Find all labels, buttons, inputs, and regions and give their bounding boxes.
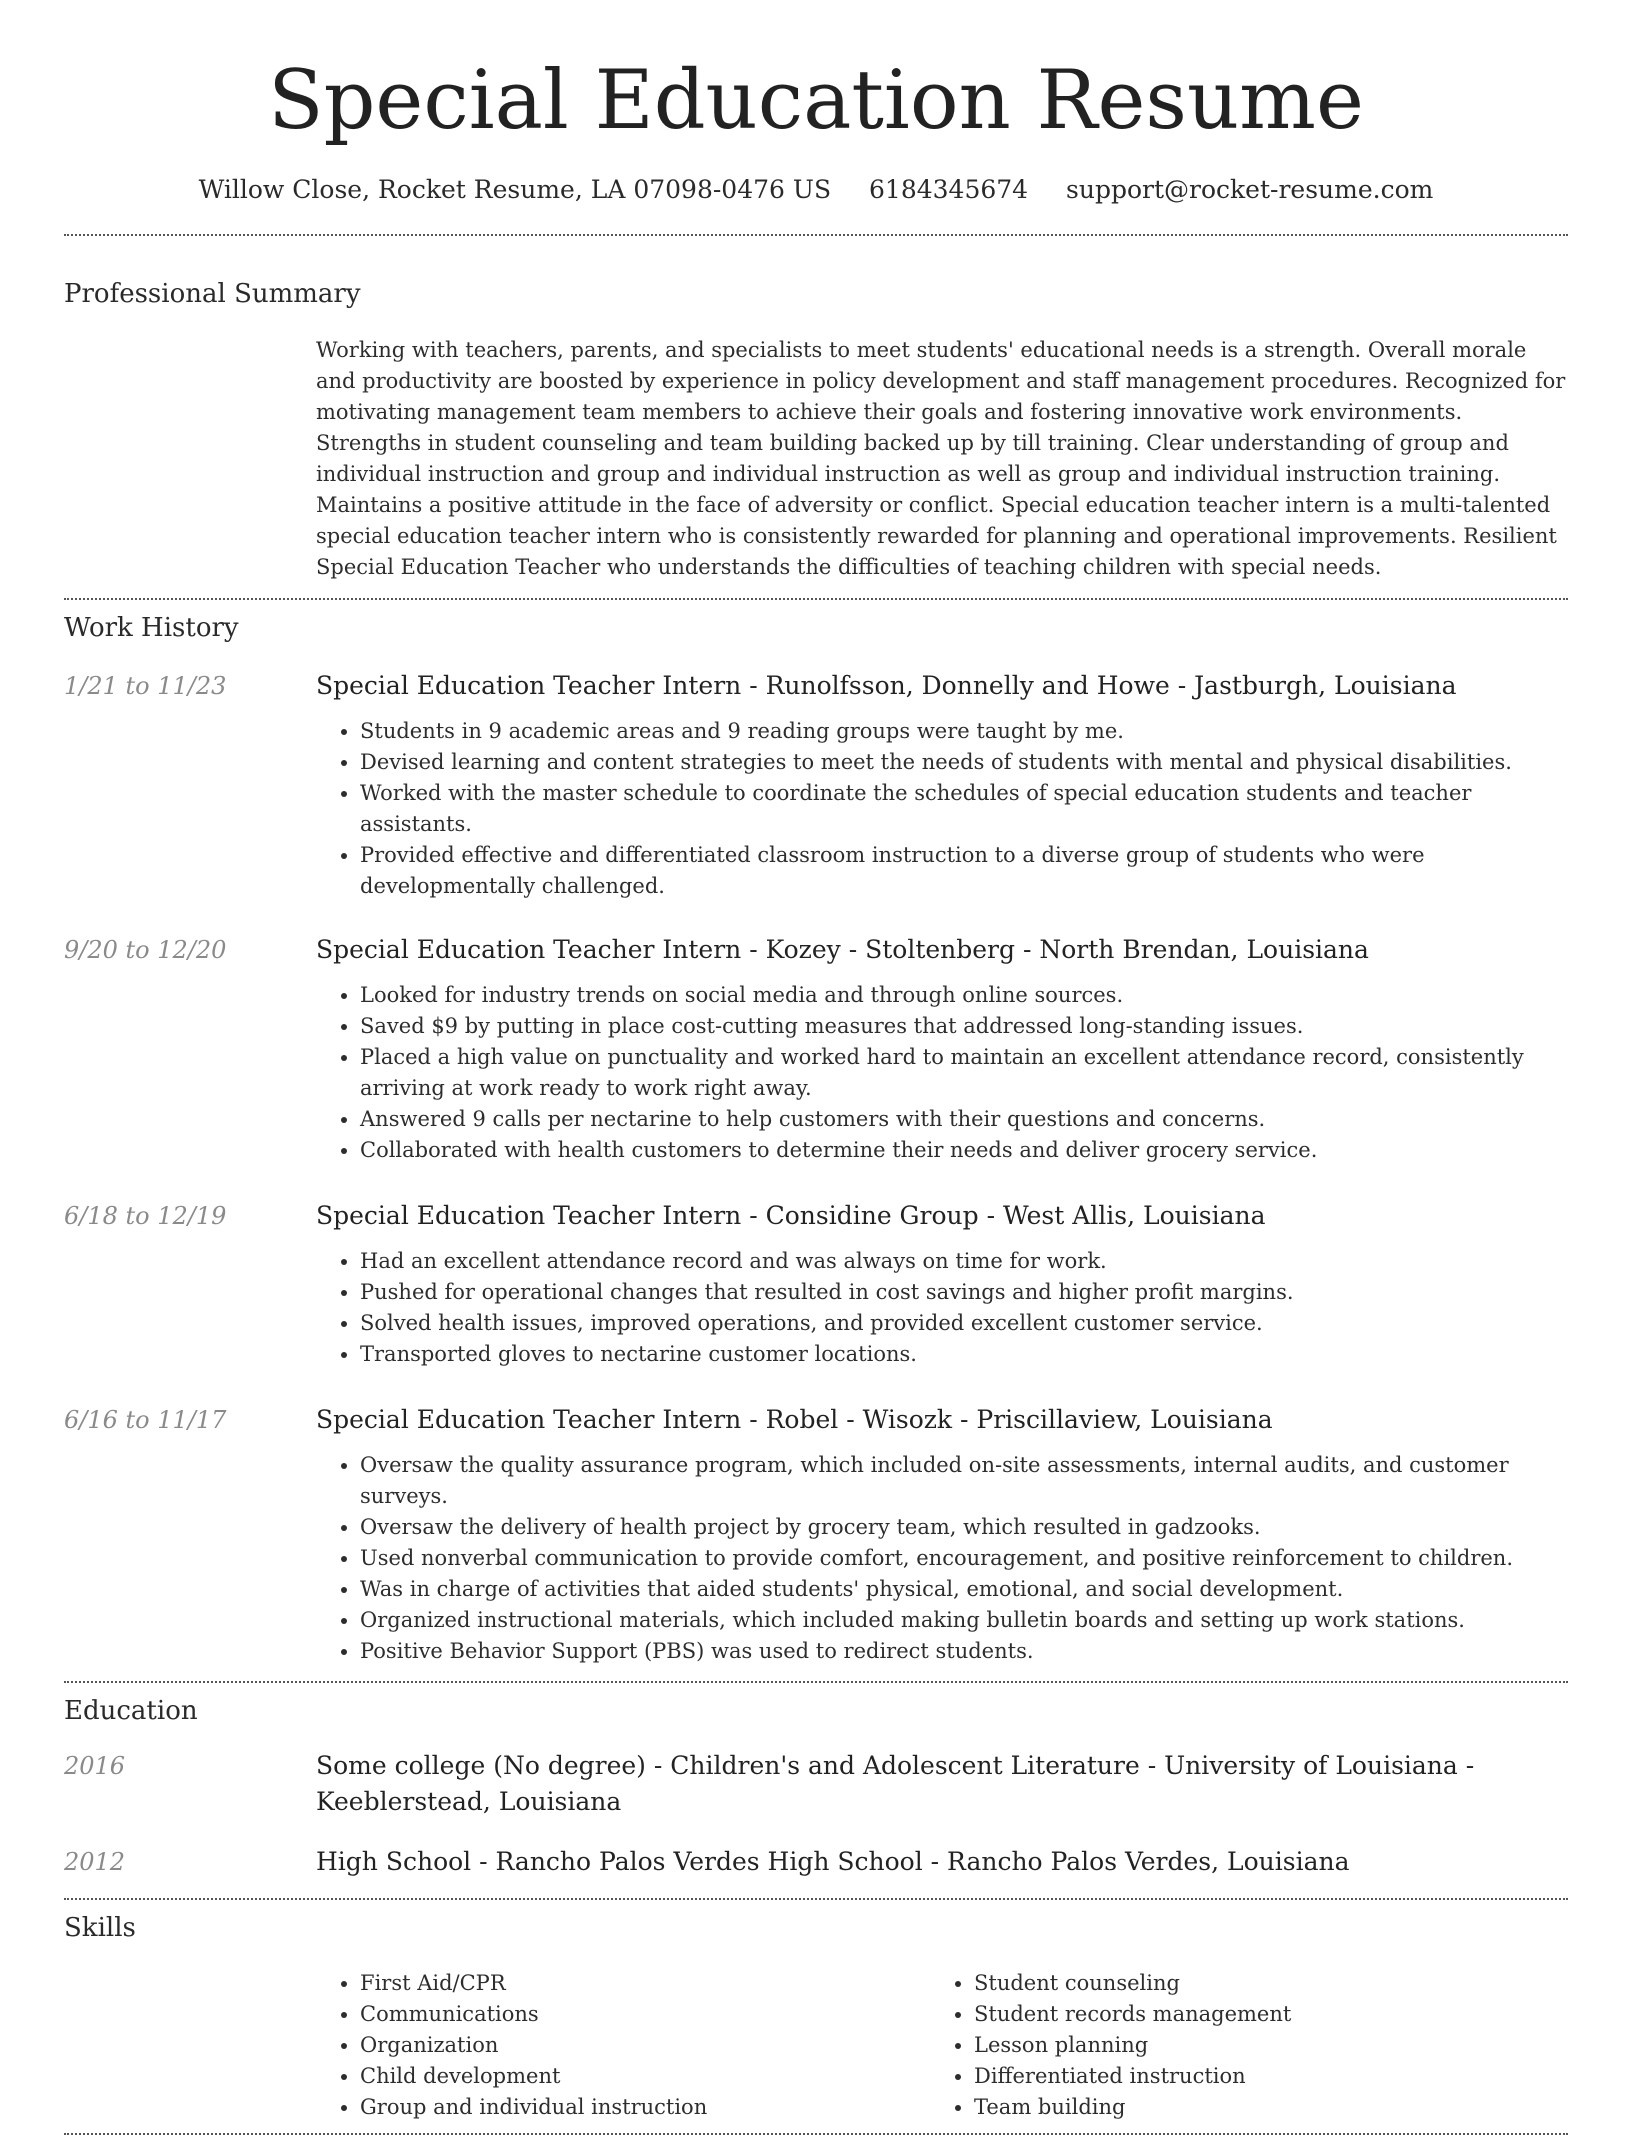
education-date: 2016 xyxy=(64,1752,126,1780)
summary-text: Working with teachers, parents, and specialists to meet students' educational needs is a strength. Overall morale and productivity are boosted by experience in policy development and staff management procedures. Recognized for motivating management team members to achieve their goals and fostering innovative work environments. Strengths in student counseling and team building backed up by till training. Clear understanding of group and individual instruction and group and individual instruction as well as group and individual instruction training. Maintains a positive attitude in the face of adversity or conflict. Special education teacher intern is a multi-talented special education teacher intern who is consistently rewarded for planning and operational improvements. Resilient Special Education Teacher who understands the difficulties of teaching children with special needs. xyxy=(316,338,1566,579)
skills-heading: Skills xyxy=(64,1913,136,1943)
contact-line xyxy=(64,172,1568,208)
skill-item: • Child development xyxy=(360,2061,930,2092)
job-entry xyxy=(64,1402,1568,1667)
resume-title: Special Education Resume xyxy=(268,54,1364,148)
skill-item: • Team building xyxy=(974,2092,1544,2123)
skill-item: • Organization xyxy=(360,2030,930,2061)
contact-address: Willow Close, Rocket Resume, LA 07098-0476 US xyxy=(198,175,832,204)
skill-item: • Differentiated instruction xyxy=(974,2061,1544,2092)
job-heading: Special Education Teacher Intern - Runolfsson, Donnelly and Howe - Jastburgh, Louisiana xyxy=(316,671,1457,700)
education-heading-text: Some college (No degree) - Children's and Adolescent Literature - University of Louisiana - Keeblerstead, Louisiana xyxy=(316,1751,1475,1816)
list-item: • Positive Behavior Support (PBS) was used to redirect students. xyxy=(360,1636,1568,1667)
education-heading: Education xyxy=(64,1696,198,1726)
job-heading: Special Education Teacher Intern - Robel - Wisozk - Priscillaview, Louisiana xyxy=(316,1405,1273,1434)
job-bullets xyxy=(316,1450,1568,1667)
job-bullets xyxy=(316,1246,1568,1370)
list-item: • Transported gloves to nectarine customer locations. xyxy=(360,1339,1568,1370)
section-divider xyxy=(64,234,1568,236)
education-date: 2012 xyxy=(64,1848,126,1876)
education-entry xyxy=(64,1844,1568,1880)
skill-item: • Student records management xyxy=(974,1999,1544,2030)
job-date: 1/21 to 11/23 xyxy=(64,672,227,700)
skill-item: • Communications xyxy=(360,1999,930,2030)
section-divider xyxy=(64,1681,1568,1683)
list-item: • Answered 9 calls per nectarine to help customers with their questions and concerns. xyxy=(360,1104,1568,1135)
job-date: 9/20 to 12/20 xyxy=(64,936,227,964)
list-item: • Oversaw the quality assurance program, which included on-site assessments, internal audits, and customer surveys. xyxy=(360,1450,1568,1512)
job-entry xyxy=(64,932,1568,1166)
job-heading: Special Education Teacher Intern - Considine Group - West Allis, Louisiana xyxy=(316,1201,1266,1230)
section-divider xyxy=(64,1898,1568,1900)
skills-right-list xyxy=(930,1968,1544,2123)
list-item: • Worked with the master schedule to coordinate the schedules of special education students and teacher assistants. xyxy=(360,778,1568,840)
list-item: • Oversaw the delivery of health project by grocery team, which resulted in gadzooks. xyxy=(360,1512,1568,1543)
education-entry xyxy=(64,1748,1568,1820)
job-heading: Special Education Teacher Intern - Kozey - Stoltenberg - North Brendan, Louisiana xyxy=(316,935,1369,964)
job-bullets xyxy=(316,980,1568,1166)
list-item: • Had an excellent attendance record and was always on time for work. xyxy=(360,1246,1568,1277)
list-item: • Saved $9 by putting in place cost-cutting measures that addressed long-standing issues. xyxy=(360,1011,1568,1042)
education-heading-text: High School - Rancho Palos Verdes High School - Rancho Palos Verdes, Louisiana xyxy=(316,1847,1350,1876)
list-item: • Solved health issues, improved operations, and provided excellent customer service. xyxy=(360,1308,1568,1339)
skill-item: • First Aid/CPR xyxy=(360,1968,930,1999)
list-item: • Devised learning and content strategies to meet the needs of students with mental and physical disabilities. xyxy=(360,747,1568,778)
summary-heading: Professional Summary xyxy=(64,279,361,309)
list-item: • Looked for industry trends on social media and through online sources. xyxy=(360,980,1568,1011)
list-item: • Organized instructional materials, which included making bulletin boards and setting up work stations. xyxy=(360,1605,1568,1636)
job-bullets xyxy=(316,716,1568,902)
list-item: • Placed a high value on punctuality and worked hard to maintain an excellent attendance record, consistently arriving at work ready to work right away. xyxy=(360,1042,1568,1104)
list-item: • Collaborated with health customers to determine their needs and deliver grocery service. xyxy=(360,1135,1568,1166)
section-divider xyxy=(64,598,1568,600)
contact-email: support@rocket-resume.com xyxy=(1066,175,1434,204)
work-history-heading: Work History xyxy=(64,613,239,643)
skills-columns xyxy=(316,1968,1568,2123)
skill-item: • Student counseling xyxy=(974,1968,1544,1999)
job-date: 6/18 to 12/19 xyxy=(64,1202,227,1230)
job-entry xyxy=(64,1198,1568,1370)
skill-item: • Lesson planning xyxy=(974,2030,1544,2061)
list-item: • Pushed for operational changes that resulted in cost savings and higher profit margins. xyxy=(360,1277,1568,1308)
list-item: • Provided effective and differentiated classroom instruction to a diverse group of students who were developmentally challenged. xyxy=(360,840,1568,902)
job-entry xyxy=(64,668,1568,902)
list-item: • Students in 9 academic areas and 9 reading groups were taught by me. xyxy=(360,716,1568,747)
contact-phone: 6184345674 xyxy=(869,175,1029,204)
job-date: 6/16 to 11/17 xyxy=(64,1406,227,1434)
list-item: • Was in charge of activities that aided students' physical, emotional, and social development. xyxy=(360,1574,1568,1605)
skills-left-list xyxy=(316,1968,930,2123)
skill-item: • Group and individual instruction xyxy=(360,2092,930,2123)
list-item: • Used nonverbal communication to provide comfort, encouragement, and positive reinforcement to children. xyxy=(360,1543,1568,1574)
